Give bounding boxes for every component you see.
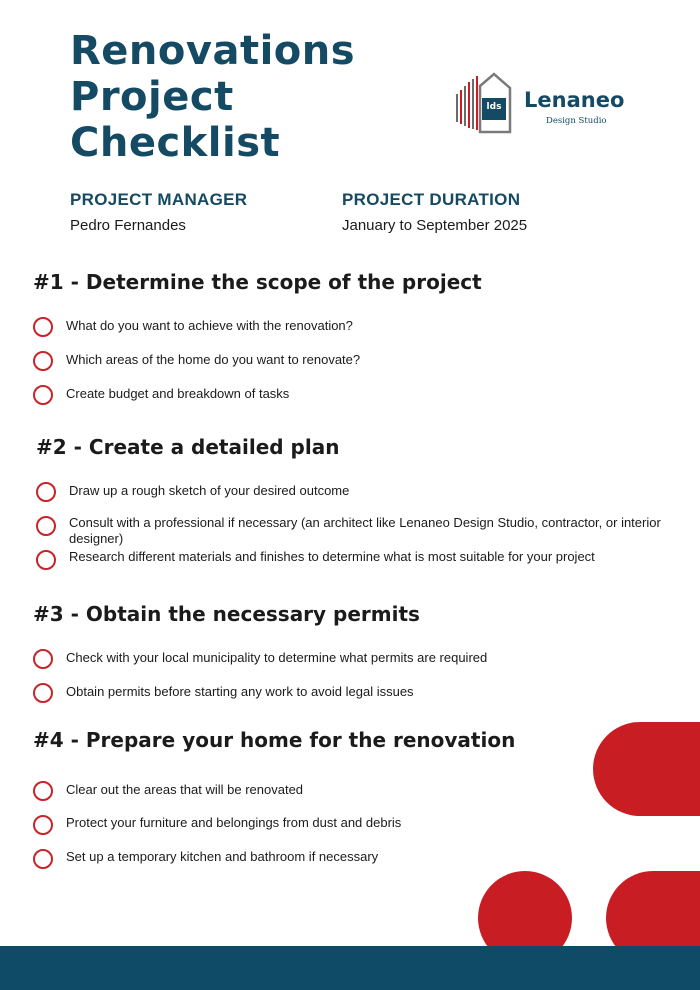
title-line-2: Project xyxy=(70,74,234,120)
project-duration-label: PROJECT DURATION xyxy=(342,190,521,209)
title-line-1: Renovations xyxy=(70,28,356,74)
checkbox-circle-icon[interactable] xyxy=(33,683,53,703)
footer-bar xyxy=(0,946,700,990)
checklist-item: Check with your local municipality to determine what permits are required xyxy=(66,650,488,665)
checkbox-circle-icon[interactable] xyxy=(36,482,56,502)
company-logo xyxy=(452,70,642,140)
checklist-item: What do you want to achieve with the renovation? xyxy=(66,318,353,333)
checkbox-circle-icon[interactable] xyxy=(33,849,53,869)
checklist-item: Draw up a rough sketch of your desired outcome xyxy=(69,483,350,498)
checklist-item: Clear out the areas that will be renovated xyxy=(66,782,304,797)
checkbox-circle-icon[interactable] xyxy=(33,781,53,801)
checkbox-circle-icon[interactable] xyxy=(33,351,53,371)
logo-name: Lenaneo xyxy=(524,88,625,112)
project-manager-value: Pedro Fernandes xyxy=(70,217,186,234)
project-duration-value: January to September 2025 xyxy=(342,217,528,234)
section-1-heading: #1 - Determine the scope of the project xyxy=(33,270,482,294)
checkbox-circle-icon[interactable] xyxy=(33,649,53,669)
checklist-item: Set up a temporary kitchen and bathroom if necessary xyxy=(66,849,379,864)
section-4-heading: #4 - Prepare your home for the renovation xyxy=(33,728,516,752)
project-manager-label: PROJECT MANAGER xyxy=(70,190,248,209)
page-title xyxy=(70,28,355,166)
section-2-heading: #2 - Create a detailed plan xyxy=(36,435,340,459)
checklist-item: Research different materials and finishes to determine what is most suitable for your project xyxy=(69,549,595,564)
checklist-item: Which areas of the home do you want to renovate? xyxy=(66,352,361,367)
checklist-item: Protect your furniture and belongings from dust and debris xyxy=(66,815,402,830)
title-line-3: Checklist xyxy=(70,120,281,166)
checklist-item: Obtain permits before starting any work to avoid legal issues xyxy=(66,684,414,699)
checkbox-circle-icon[interactable] xyxy=(36,516,56,536)
checkbox-circle-icon[interactable] xyxy=(36,550,56,570)
checkbox-circle-icon[interactable] xyxy=(33,385,53,405)
logo-subtitle: Design Studio xyxy=(546,116,607,126)
logo-monogram: lds xyxy=(486,102,502,112)
decorative-red-pill-shape xyxy=(593,722,700,816)
checkbox-circle-icon[interactable] xyxy=(33,815,53,835)
checkbox-circle-icon[interactable] xyxy=(33,317,53,337)
section-3-heading: #3 - Obtain the necessary permits xyxy=(33,602,420,626)
checklist-item: Create budget and breakdown of tasks xyxy=(66,386,290,401)
checklist-item: Consult with a professional if necessary (an architect like Lenaneo Design Studio, contractor, or interior designer) xyxy=(69,515,661,546)
